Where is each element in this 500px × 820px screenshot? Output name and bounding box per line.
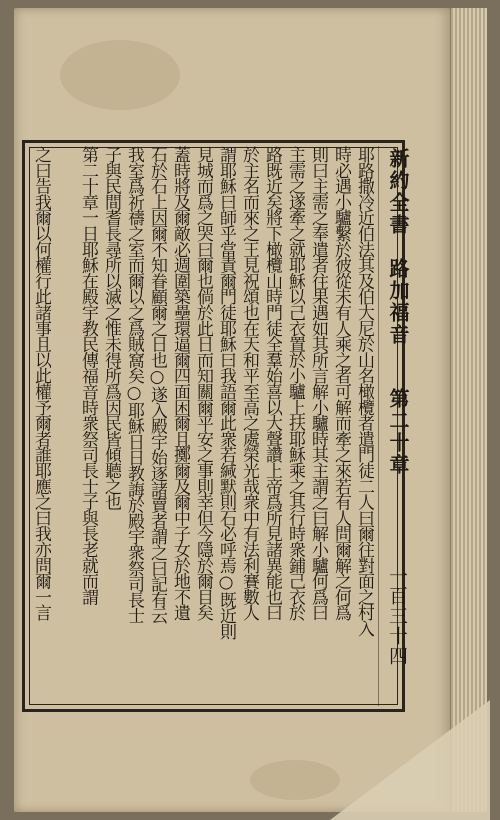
text-column: 之曰告我爾以何權行此諸事且以此權予爾者誰耶應之曰我亦問爾一言 xyxy=(31,146,51,621)
page-number: 一百三十四 xyxy=(386,566,408,666)
paper-stain xyxy=(60,40,180,110)
text-column: 則曰主需之奉遣者往果遇如其所言解小驢時其主謂之曰解小驢何爲曰 xyxy=(308,146,328,621)
chapter-heading: 第二十章 xyxy=(386,388,410,476)
text-column: 第二十章一日耶穌在殿宇教民傳福音時衆祭司長士子與長老就而謂 xyxy=(78,146,98,605)
text-column: 蓋時將及爾敵必週圍築壘環逼爾四面困爾且擲爾及爾中子女於地不遺 xyxy=(170,146,190,621)
paper-stain xyxy=(250,760,340,800)
book-title: 新約全書 xyxy=(386,148,410,236)
text-column: 見城而爲之哭曰爾也倘於此日而知關爾平安之事則幸但今隱於爾目矣 xyxy=(193,146,213,621)
book-name: 路加福音 xyxy=(386,258,410,346)
text-column: 於主名而來之王見祝頌也在天和平至高之處榮光哉衆中有法利賽數人 xyxy=(239,146,259,621)
text-column: 耶路撒冷近伯法其及伯大尼於山名橄欖者遣門徒二人曰爾往對面之村入 xyxy=(354,146,374,636)
text-column: 子與民間耆長尋所以滅之惟未得所爲因民皆傾聽之也 xyxy=(101,146,121,510)
text-column: 謂耶穌曰師乎當責爾門徒耶穌曰我語爾此衆若緘默則石必呼焉○既近則 xyxy=(216,146,236,639)
text-column: 我室爲祈禱之室而爾以之爲賊窩矣○耶穌日日教誨於殿宇衆祭司長士 xyxy=(124,146,144,624)
text-column: 時必遇小驢繫於彼從未有人乘之者可解而牽之來若有人問爾解之何爲 xyxy=(331,146,351,621)
page-edges xyxy=(450,8,487,812)
text-column: 路既近矣將下橄欖山時門徒全羣始喜以大聲讚上帝爲所見諸異能也曰 xyxy=(262,146,282,621)
text-column: 主需之遂牽之就耶穌以己衣置於小驢上扶耶穌乘之其行時衆鋪己衣於 xyxy=(285,146,305,621)
text-column: 石於石上因爾不知眷顧爾之日也○遂入殿宇始逐諸賣者謂之曰記有云 xyxy=(147,146,167,624)
column-rule xyxy=(378,146,379,706)
